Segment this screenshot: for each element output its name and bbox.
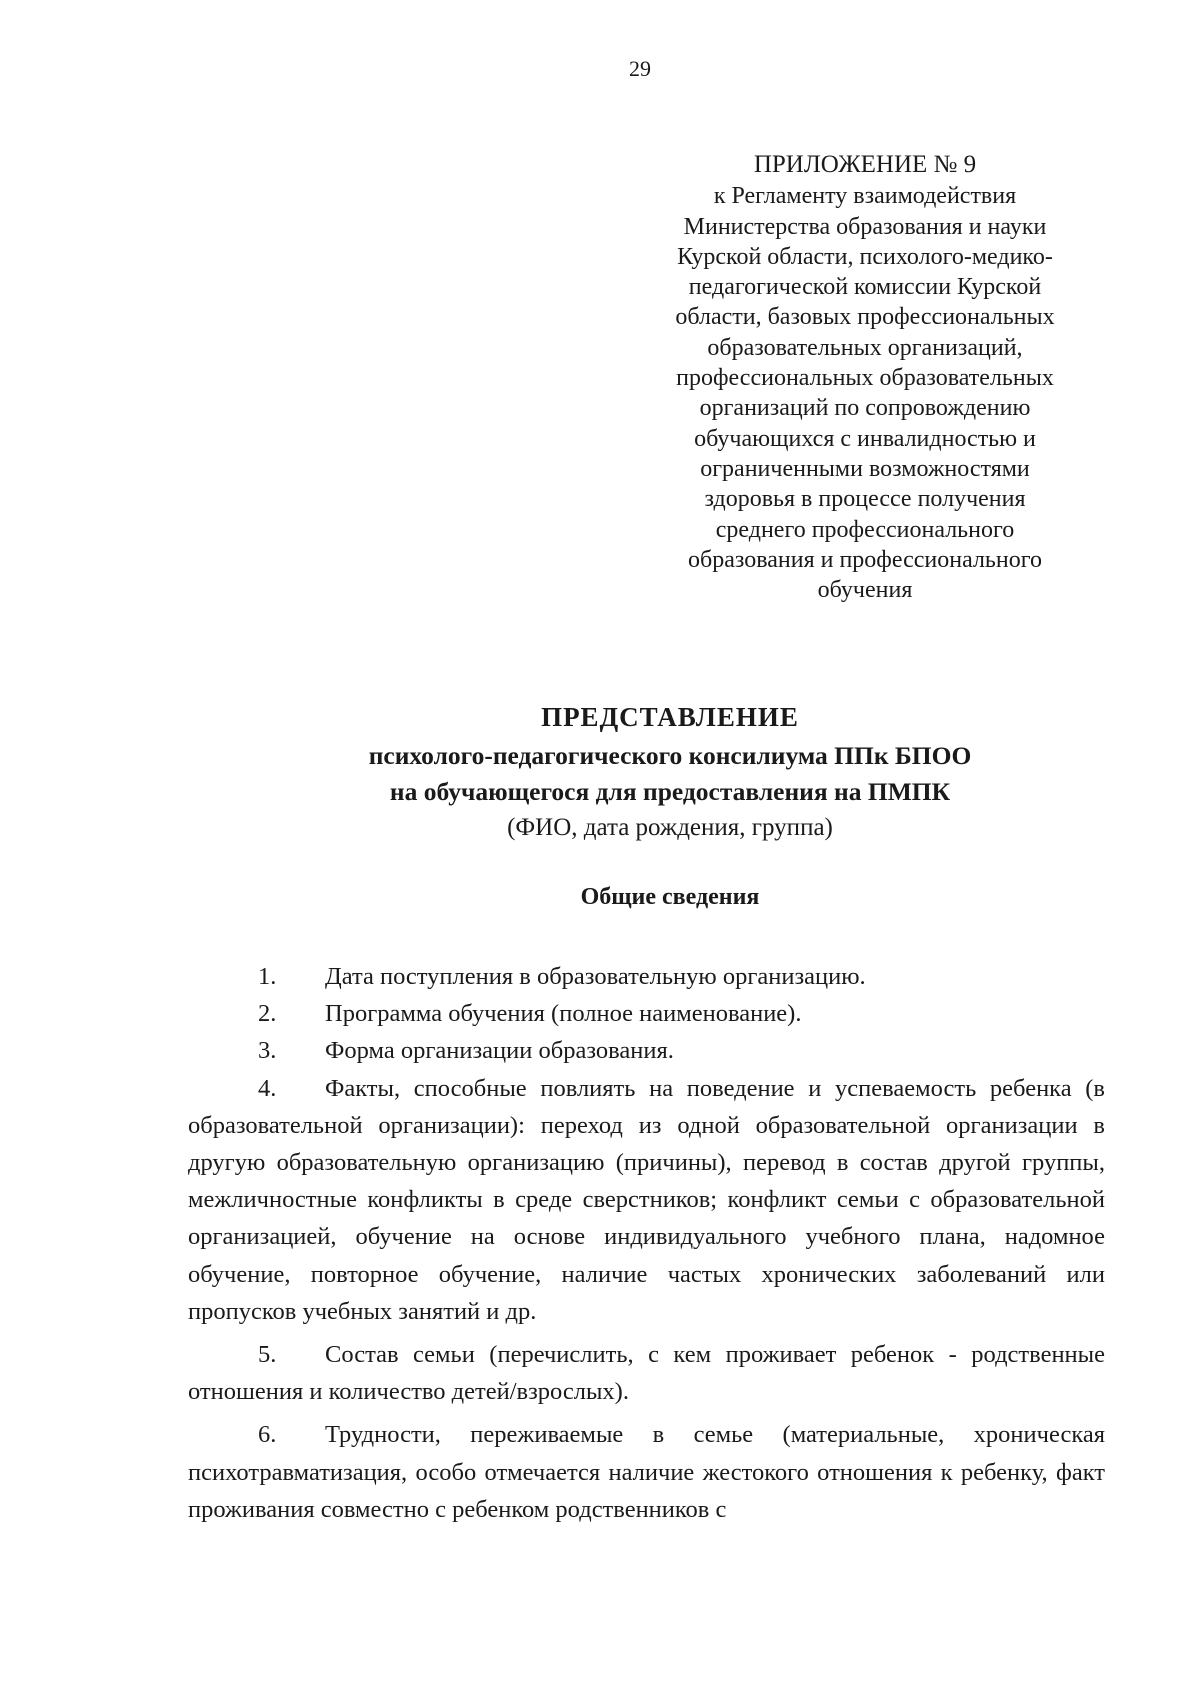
annex-line: обучающихся с инвалидностью и (694, 425, 1036, 452)
list-item (188, 995, 1105, 1032)
annex-line: области, базовых профессиональных (675, 304, 1055, 331)
item-number: 4. (258, 1074, 277, 1102)
item-text: Трудности, переживаемые в семье (материальные, хроническая психотравматизация, особо отмечается наличие жестокого отношения к ребенку, факт проживания совместно с ребенком родственников с (188, 1421, 1105, 1523)
item-text: Форма организации образования. (325, 1037, 674, 1065)
list-item (188, 1032, 1105, 1069)
annex-title: ПРИЛОЖЕНИЕ № 9 (753, 151, 977, 178)
item-number: 1. (258, 963, 277, 990)
page-number: 29 (629, 56, 651, 81)
item-number: 2. (258, 1000, 277, 1028)
list-item (188, 1070, 1105, 1330)
item-number: 6. (258, 1421, 277, 1449)
annex-line: к Регламенту взаимодействия (713, 183, 1017, 210)
list-item (188, 1416, 1105, 1528)
document-title: ПРЕДСТАВЛЕНИЕ (541, 702, 799, 732)
item-number: 3. (258, 1037, 277, 1065)
annex-line: педагогической комиссии Курской (688, 274, 1042, 301)
annex-line: здоровья в процессе получения (704, 486, 1026, 513)
document-subtitle-2: на обучающегося для предоставления на ПМПК (389, 777, 951, 806)
annex-line: образовательных организаций, (707, 334, 1023, 361)
item-text: Дата поступления в образовательную организацию. (325, 963, 866, 990)
list-item (188, 958, 1105, 995)
section-title: Общие сведения (580, 884, 760, 910)
item-text: Факты, способные повлиять на поведение и успеваемость ребенка (в образовательной организации): переход из одной образовательной организации в другую образовательную организацию (причины), перевод в состав другой группы, межличностные конфликты в среде сверстников; конфликт семьи с образовательной организацией, обучение на основе индивидуального учебного плана, надомное обучение, повторное обучение, наличие частых хронических заболеваний или пропусков учебных занятий и др. (188, 1074, 1105, 1325)
annex-line: обучения (817, 577, 913, 604)
annex-line: Курской области, психолого-медико- (677, 243, 1053, 270)
annex-line: Министерства образования и науки (683, 213, 1047, 240)
annex-line: ограниченными возможностями (700, 455, 1030, 482)
items-list (188, 958, 1105, 1528)
annex-line: профессиональных образовательных (676, 365, 1054, 392)
document-note: (ФИО, дата рождения, группа) (507, 814, 833, 841)
annex-line: образования и профессионального (688, 546, 1042, 573)
item-text: Программа обучения (полное наименование). (325, 1000, 802, 1028)
annex-line: организаций по сопровождению (699, 395, 1031, 422)
document-subtitle-1: психолого-педагогического консилиума ППк БПОО (368, 741, 972, 770)
item-number: 5. (258, 1341, 277, 1369)
list-item (188, 1336, 1105, 1410)
annex-header (640, 150, 1090, 605)
item-text: Состав семьи (перечислить, с кем проживает ребенок - родственные отношения и количество детей/взрослых). (188, 1341, 1105, 1406)
document-heading (120, 700, 1200, 846)
annex-line: среднего профессионального (715, 516, 1015, 543)
